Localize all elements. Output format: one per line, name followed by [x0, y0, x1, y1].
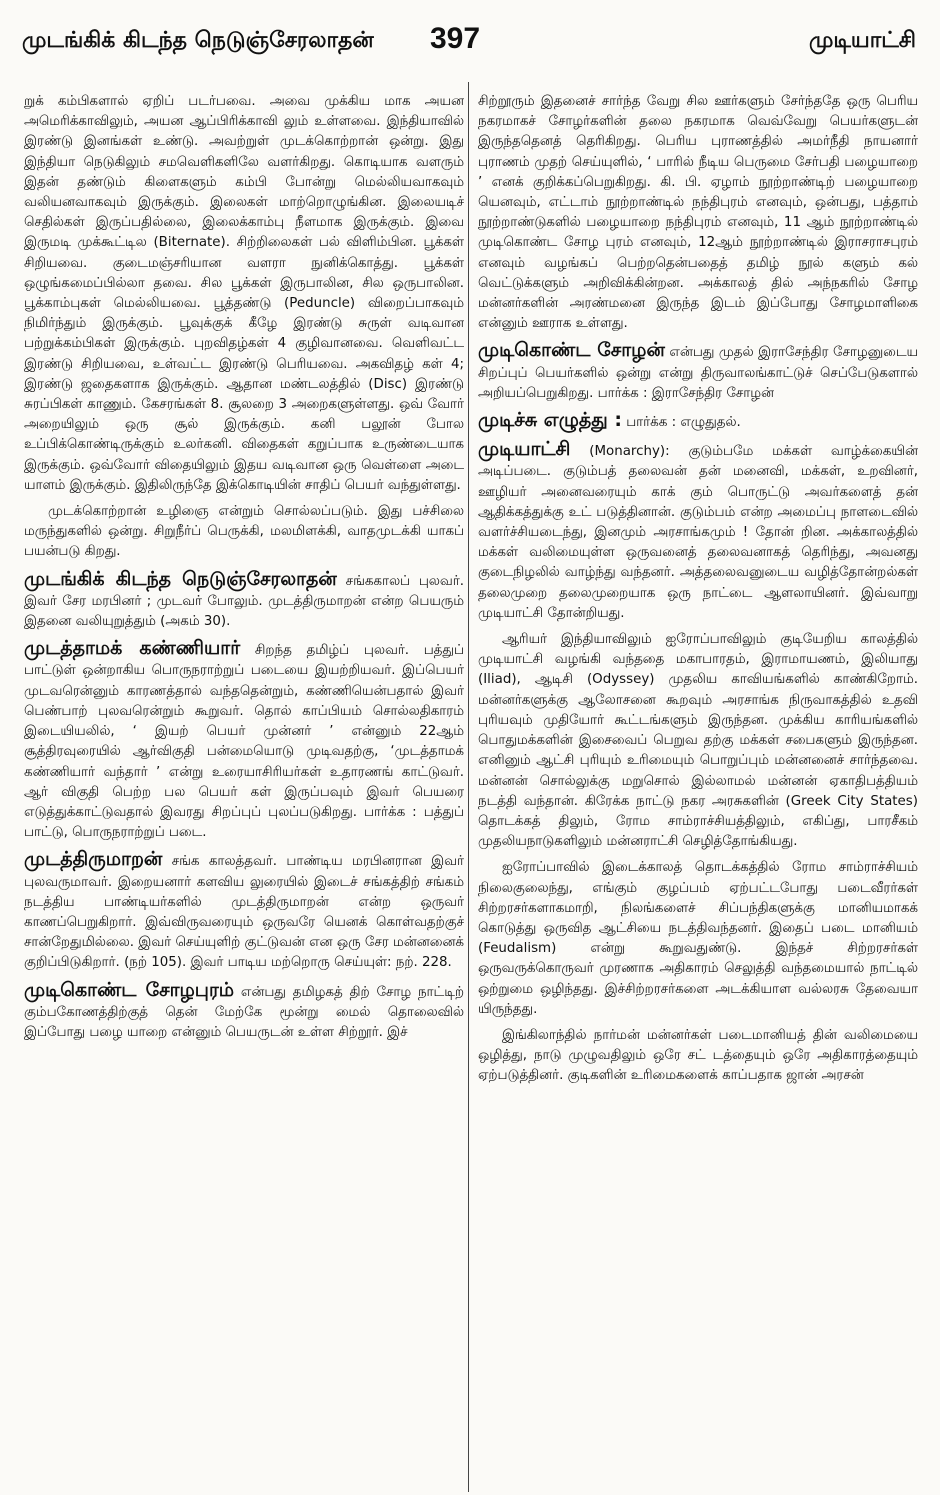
paragraph: சிற்றூரும் இதனைச் சார்ந்த வேறு சில ஊர்களும் சேர்ந்ததே ஒரு பெரிய நகரமாகச் சோழர்களின் தலை நகரமாக வெவ்வேறு பெயர்களுடன் இருந்ததெனத் தெரிகிறது. பெரிய புராணத்தில் அமர்நீதி நாயனார் புராணம் முதற் செய்யுளில், ‘ பாரில் நீடிய பெருமை சேர்பதி பழையாறை ’ எனக் குறிக்கப்பெறுகிறது. கி. பி. ஏழாம் நூற்றாண்டிற் பழையாறை யெனவும், எட்டாம் நூற்றாண்டில் நந்திபுரம் எனவும், ஒன்பது, பத்தாம் நூற்றாண்டுகளில் பழையாறை நந்திபுரம் எனவும், 11 ஆம் நூற்றாண்டில் முடிகொண்ட சோழ புரம் எனவும், 12ஆம் நூற்றாண்டில் இராசராசபுரம் எனவும் வழங்கப் பெற்றதென்பதைத் தமிழ் நூல் களும் கல் வெட்டுக்களும் அறிவிக்கின்றன. அக்காலத் தில் அந்நகரில் சோழ மன்னர்களின் அரண்மனை இருந்த இடம் இப்போது சோழமாளிகை என்னும் ஊராக உள்ளது.	[478, 94, 918, 332]
paragraph: ஐரோப்பாவில் இடைக்காலத் தொடக்கத்தில் ரோம சாம்ராச்சியம் நிலைகுலைந்து, எங்கும் குழப்பம் ஏற்பட்டபோது படைவீரர்கள் சிற்றரசர்களாகமாறி, நிலங்களைச் சிப்பந்திகளுக்கு மானியமாகக் கொடுத்து ஒருவித ஆட்சியை நடத்திவந்தனர். இதைப் படை மானியம் (Feudalism) என்று கூறுவதுண்டு. இந்தச் சிற்றரசர்கள் ஒருவருக்கொருவர் முரணாக அதிகாரம் செலுத்தி வந்தமையால் நாட்டில் ஒற்றுமை ஒழிந்தது. இச்சிற்றரசர்களை அடக்கியாள வல்லரசு தேவையா யிருந்தது.	[478, 860, 918, 1017]
paragraph: முடக்கொற்றான் உழிஞை என்றும் சொல்லப்படும். இது பச்சிலை மருந்துகளில் ஒன்று. சிறுநீர்ப் பெருக்கி, மலமிளக்கி, வாதமுடக்கி யாகப் பயன்படு கிறது.	[24, 504, 464, 560]
running-head-right: முடியாட்சி	[808, 28, 916, 53]
page-header	[22, 22, 918, 62]
entry-headword: முடிச்சு எழுத்து :	[478, 409, 622, 432]
running-head-left: முடங்கிக் கிடந்த நெடுஞ்சேரலாதன்	[22, 28, 374, 53]
entry-headword: முடங்கிக் கிடந்த நெடுஞ்சேரலாதன்	[24, 567, 337, 590]
entry-headword: முடிகொண்ட சோழபுரம்	[24, 978, 235, 1001]
column-divider	[468, 82, 469, 1492]
entry: முடிச்சு எழுத்து : பார்க்க : எழுதுதல்.	[478, 409, 741, 432]
paragraph: ஆரியர் இந்தியாவிலும் ஐரோப்பாவிலும் குடியேறிய காலத்தில் முடியாட்சி வழங்கி வந்ததை மகாபாரதம், இராமாயணம், இலியாது (Iliad), ஆடிசி (Odyssey) முதலிய காவியங்களில் காண்கிறோம். மன்னர்களுக்கு ஆலோசனை கூறவும் அரசாங்க நிருவாகத்தில் உதவி புரியவும் முதியோர் கூட்டங்களும் இருந்தன. முக்கிய காரியங்களில் பொதுமக்களின் இசைவைப் பெறுவ தற்கு மக்கள் சபைகளும் இருந்தன. எனினும் ஆட்சி புரியும் உரிமையும் பொறுப்பும் மன்னனைச் சார்ந்தவை. மன்னன் சொல்லுக்கு மறுசொல் இல்லாமல் மன்னன் ஏகாதிபத்தியம் நடத்தி வந்தான். கிரேக்க நாட்டு நகர அரசுகளின் (Greek City States) தொடக்கத் திலும், ரோம சாம்ராச்சியத்திலும், எகிப்து, பாரசீகம் முதலியநாடுகளிலும் மன்னராட்சி செழித்தோங்கியது.	[478, 632, 918, 850]
entry: முடியாட்சி (Monarchy): குடும்பமே மக்கள் வாழ்க்கையின் அடிப்படை. குடும்பத் தலைவன் தன் மனைவி, மக்கள், உறவினர், ஊழியர் அனைவரையும் காக் கும் பொருட்டு அவர்களைத் தன் ஆதிக்கத்துக்கு உட் படுத்தினான். குடும்பம் என்ற அமைப்பு நாளடைவில் வளர்ச்சியடைந்து, இனமும் அரசாங்கமும் ! தோன் றின. அக்காலத்தில் மக்கள் வலிமையுள்ள ஒருவனைத் தலைவனாகத் தெரிந்து, அவனது குடைநிழலில் வாழ்ந்து வந்தனர். அத்தலைவனுடைய வழித்தோன்றல்கள் தலைமுறை தலைமுறையாக ஒரு நாட்டை ஆளலாயினர். இவ்வாறு முடியாட்சி தோன்றியது.	[478, 438, 918, 621]
entry-headword: முடத்திருமாறன்	[24, 848, 163, 871]
entry: முடத்தாமக் கண்ணியார் சிறந்த தமிழ்ப் புலவர். பத்துப் பாட்டுள் ஒன்றாகிய பொருநராற்றுப் படையை இயற்றியவர். இப்பெயர் முடவரென்னும் காரணத்தால் வந்ததென்றும், கண்ணியென்பதால் இவர் பெண்பாற் புலவரென்றும் கூறுவர். தொல் காப்பியம் சொல்லதிகாரம் இடையியலில், ‘ இயற் பெயர் முன்னர் ’ என்னும் 22ஆம் சூத்திரவுரையில் ஆர்விகுதி பன்மையொடு முடிவதற்கு, ‘முடத்தாமக் கண்ணியார் வந்தார் ’ என்று உரையாசிரியர்கள் உதாரணங் காட்டுவர். ஆர் விகுதி பெற்ற பல பெயர் கள் இருப்பவும் இவர் பெயரை எடுத்துக்காட்டுவதால் இவரது சிறப்புப் புலப்படுகிறது. பார்க்க : பத்துப் பாட்டு, பொருநராற்றுப் படை.	[24, 637, 464, 841]
entry-headword: முடிகொண்ட சோழன்	[478, 339, 665, 362]
paragraph: இங்கிலாந்தில் நார்மன் மன்னர்கள் படைமானியத் தின் வலிமையை ஒழித்து, நாடு முழுவதிலும் ஒரே சட் டத்தையும் ஒரே அதிகாரத்தையும் ஏற்படுத்தினர். குடிகளின் உரிமைகளைக் காப்பதாக ஜான் அரசன்	[478, 1027, 918, 1084]
entry: முடிகொண்ட சோழன் என்பது முதல் இராசேந்திர சோழனுடைய சிறப்புப் பெயர்களில் ஒன்று என்று திருவாலங்காட்டுச் செப்பேடுகளால் அறியப்பெறுகிறது. பார்க்க : இராசேந்திர சோழன்	[478, 339, 918, 401]
left-column	[24, 92, 464, 1492]
paragraph: றுக் கம்பிகளால் ஏறிப் படர்பவை. அவை முக்கிய மாக அயன அமெரிக்காவிலும், அயன ஆப்பிரிக்காவி லும் உள்ளவை. இந்தியாவில் இரண்டு இனங்கள் உண்டு. அவற்றுள் முடக்கொற்றான் ஒன்று. இது இந்தியா நெடுகிலும் சமவெளிகளிலே வளர்கிறது. கொடியாக வளரும் இதன் தண்டும் கிளைகளும் கம்பி போன்று மெல்லியவாகவும் வலியனவாகவும் இருக்கும். இலைகள் மாற்றொழுங்கின. இலையடிச் செதில்கள் இருப்பதில்லை, இலைக்காம்பு நீளமாக இருக்கும். இவை இருமடி முக்கூட்டில (Biternate). சிற்றிலைகள் பல் விளிம்பின. பூக்கள் சிறியவை. குடைமஞ்சரியான வளரா நுனிக்கொத்து. பூக்கள் ஒழுங்கமைப்பில்லா தவை. சில பூக்கள் இருபாலின, சில ஒருபாலின. பூக்காம்புகள் மெல்லியவை. பூத்தண்டு (Peduncle) விறைப்பாகவும் நிமிர்ந்தும் இருக்கும். பூவுக்குக் கீழே இரண்டு சுருள் வடிவான பற்றுக்கம்பிகள் இருக்கும். புறவிதழ்கள் 4 குழிவானவை. வெளிவட்ட இரண்டு சிறியவை, உள்வட்ட இரண்டு பெரியவை. அகவிதழ் கள் 4; இரண்டு ஜதைகளாக இருக்கும். ஆதான மண்டலத்தில் (Disc) இரண்டு சுரப்பிகள் காணும். கேசரங்கள் 8. சூலறை 3 அறைகளுள்ளது. ஒவ் வோர் அறையிலும் ஒரு சூல் இருக்கும். கனி பலூன் போல உப்பிக்கொண்டிருக்கும் உலர்கனி. விதைகள் கறுப்பாக உருண்டையாக இருக்கும். ஒவ்வோர் விதையிலும் இதய வடிவான ஒரு வெள்ளை அடை யாளம் இருக்கும். இதிலிருந்தே இக்கொடியின் சாதிப் பெயர் வந்துள்ளது.	[24, 94, 464, 493]
entry: முடங்கிக் கிடந்த நெடுஞ்சேரலாதன் சங்ககாலப் புலவர். இவர் சேர மரபினர் ; முடவர் போலும். முடத்திருமாறன் என்ற பெயரும் இதனை வலியுறுத்தும் (அகம் 30).	[24, 567, 464, 630]
entry: முடிகொண்ட சோழபுரம் என்பது தமிழகத் திற் சோழ நாட்டிற் கும்பகோணத்திற்குத் தென் மேற்கே மூன்று மைல் தொலைவில் இப்போது பழை யாறை என்னும் பெயருடன் உள்ள சிற்றூர். இச்	[24, 978, 464, 1040]
right-column	[478, 92, 918, 1492]
entry: முடத்திருமாறன் சங்க காலத்தவர். பாண்டிய மரபினரான இவர் புலவருமாவர். இறையனார் களவிய லுரையில் இடைச் சங்கத்திற் சங்கம் நடத்திய பாண்டியர்களில் முடத்திருமாறன் என்ற ஒருவர் காணப்பெறுகிறார். இவ்விருவரையும் ஒருவரே யெனக் கொள்வதற்குச் சான்றேதுமில்லை. இவர் செய்யுளிற் குட்டுவன் என ஒரு சேர மன்னனைக் குறிப்பிடுகிறார். (நற் 105). இவர் பாடிய மற்றொரு செய்யுள்: நற். 228.	[24, 848, 464, 971]
entry-headword: முடியாட்சி	[478, 438, 571, 461]
page-number: 397	[430, 22, 481, 55]
entry-headword: முடத்தாமக் கண்ணியார்	[24, 637, 241, 660]
